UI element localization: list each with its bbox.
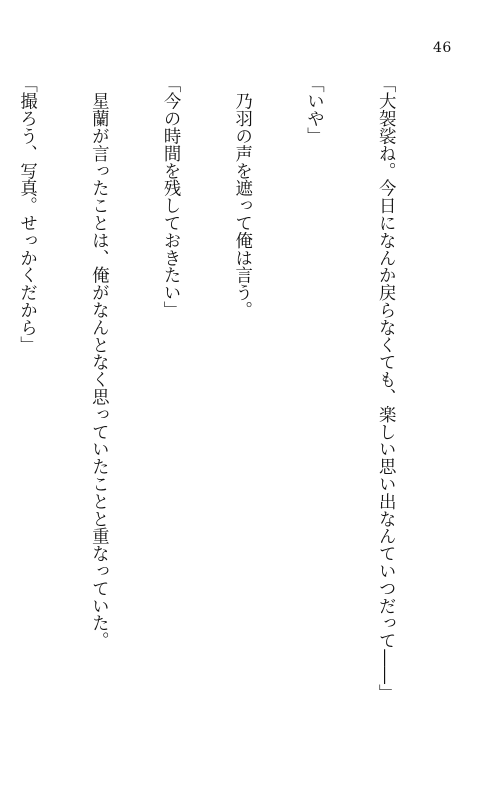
text-line: 乃羽の声を遮って俺は言う。 bbox=[231, 75, 252, 319]
novel-text-block bbox=[0, 75, 444, 702]
text-line: 「いや」 bbox=[303, 75, 324, 145]
text-line: 「撮ろう、写真。せっかくだから」 bbox=[16, 75, 37, 354]
text-line: 星蘭が言ったことは、俺がなんとなく思っていたことと重なっていた。 bbox=[88, 75, 109, 650]
text-line: 「今の時間を残しておきたい」 bbox=[160, 75, 181, 319]
page-number: 46 bbox=[433, 40, 452, 56]
text-line: 「大袈裟ね。今日になんか戻らなくても、楽しい思い出なんていつだって――」 bbox=[375, 75, 396, 702]
